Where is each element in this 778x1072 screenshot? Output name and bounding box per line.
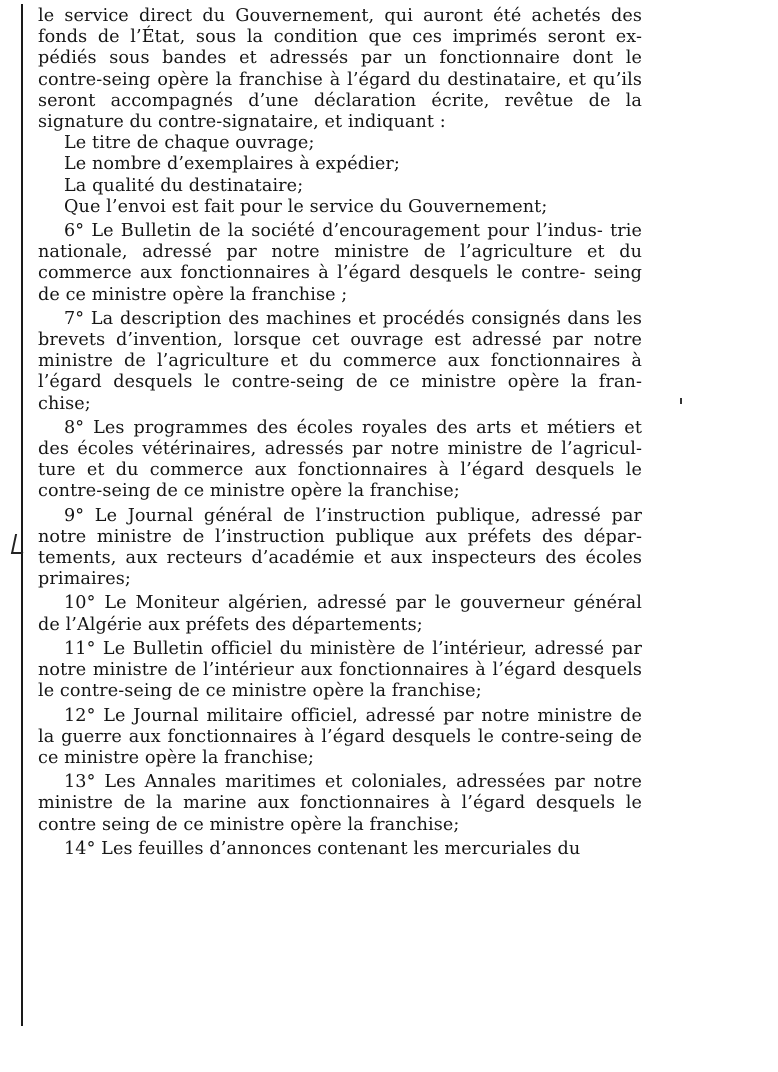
condition-item: La qualité du destinataire;	[64, 175, 304, 196]
text-line: de la guerre aux fonctionnaires à l’égard desquels le contre-seing	[38, 705, 642, 747]
text-line: des écoles vétérinaires, adressés par notre ministre de l’agricul-	[38, 439, 642, 460]
opening-paragraph	[38, 6, 642, 133]
text-line: seing de ce ministre opère la franchise ;	[38, 263, 642, 305]
article-paragraph-10	[38, 593, 642, 635]
text-line: qu’ils seront accompagnés d’une déclaration écrite, revêtue de	[38, 69, 642, 111]
text-line: de l’Algérie aux préfets des départements;	[38, 614, 423, 635]
article-paragraph-6	[38, 221, 642, 306]
text-line: fonds de l’État, sous la condition que ces imprimés seront ex-	[38, 27, 642, 48]
text-line: trie nationale, adressé par notre ministre de l’agriculture et	[38, 221, 642, 263]
text-line: de ce ministre opère la franchise;	[38, 726, 642, 768]
text-line: primaires;	[38, 569, 131, 590]
article-paragraph-9	[38, 506, 642, 591]
article-paragraph-14	[38, 839, 642, 860]
text-line: 7° La description des machines et procédés consignés dans	[64, 308, 617, 329]
text-line: ministre de la marine aux fonctionnaires à l’égard desquels le	[38, 793, 642, 814]
text-line: contre-seing opère la franchise à l’égard du destinataire, et	[38, 69, 593, 90]
text-line: du commerce aux fonctionnaires à l’égard desquels le contre-	[38, 242, 642, 284]
text-line: 6° Le Bulletin de la société d’encouragement pour l’indus-	[64, 221, 611, 242]
article-paragraph-11	[38, 639, 642, 703]
text-line: les brevets d’invention, lorsque cet ouvrage est adressé par notre	[38, 308, 642, 351]
text-line: tements, aux recteurs d’académie et aux inspecteurs des écoles	[38, 548, 642, 569]
text-line: par notre ministre de l’intérieur aux fonctionnaires à l’égard	[38, 638, 642, 681]
text-line: 14° Les feuilles d’annonces contenant les mercuriales du	[64, 838, 581, 859]
text-line: ture et du commerce aux fonctionnaires à l’égard desquels le	[38, 460, 642, 481]
text-line: 10° Le Moniteur algérien, adressé par le gouverneur général	[64, 593, 642, 614]
text-line: le service direct du Gouvernement, qui auront été achetés des	[38, 6, 642, 26]
page-binding-edge	[21, 4, 23, 1026]
ink-speck	[680, 398, 682, 404]
text-line: 9° Le Journal général de l’instruction publique, adressé par	[64, 505, 642, 526]
text-line: 12° Le Journal militaire officiel, adressé par notre ministre	[64, 705, 621, 726]
text-line: desquels le contre-seing de ce ministre opère la franchise;	[38, 660, 642, 702]
text-line: la signature du contre-signataire, et indiquant :	[38, 90, 642, 133]
article-paragraph-7	[38, 309, 642, 415]
text-line: ministre de l’agriculture et du commerce aux fonctionnaires à	[38, 351, 642, 372]
text-line: notre ministre de l’instruction publique aux préfets des dépar-	[38, 526, 642, 547]
margin-annotation-mark	[11, 534, 27, 554]
condition-item: Le nombre d’exemplaires à expédier;	[64, 154, 400, 175]
article-paragraph-12	[38, 706, 642, 770]
condition-item: Le titre de chaque ouvrage;	[64, 133, 315, 154]
text-line: chise;	[38, 393, 91, 414]
text-line: 13° Les Annales maritimes et coloniales, adressées par notre	[64, 772, 642, 793]
article-paragraph-8	[38, 418, 642, 503]
text-line: contre-seing de ce ministre opère la franchise;	[38, 481, 460, 502]
article-paragraph-13	[38, 772, 642, 836]
text-line: 11° Le Bulletin officiel du ministère de l’intérieur, adressé	[64, 638, 612, 659]
text-line: 8° Les programmes des écoles royales des arts et métiers et	[64, 417, 642, 438]
text-line: l’égard desquels le contre-seing de ce ministre opère la fran-	[38, 372, 642, 393]
text-line: pédiés sous bandes et adressés par un fonctionnaire dont le	[38, 48, 642, 69]
text-line: contre seing de ce ministre opère la franchise;	[38, 814, 460, 835]
condition-item: Que l’envoi est fait pour le service du Gouvernement;	[64, 196, 548, 217]
document-body	[38, 6, 642, 860]
